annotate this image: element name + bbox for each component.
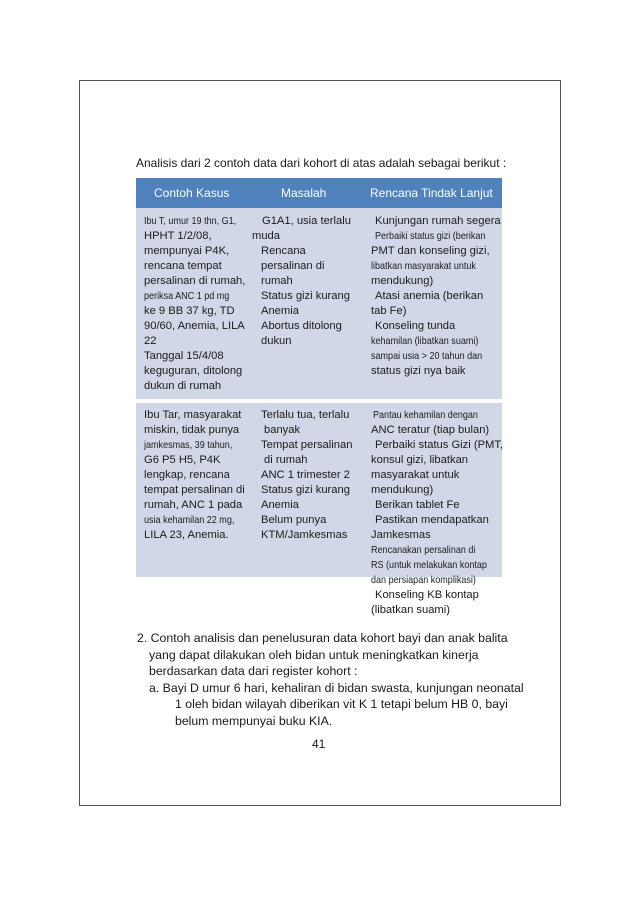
paragraph-line: berdasarkan data dari register kohort : <box>149 664 358 678</box>
row1-kasus-line: keguguran, ditolong <box>144 365 243 377</box>
row2-rencana-line: dan persiapan komplikasi) <box>371 574 476 586</box>
row1-rencana-line: Perbaiki status gizi (berikan <box>375 230 486 242</box>
row2-masalah-line: ANC 1 trimester 2 <box>261 469 350 481</box>
row1-masalah-line: G1A1, usia terlalu <box>262 215 351 227</box>
row1-kasus-cell <box>144 214 251 394</box>
row1-rencana-cell <box>371 214 503 379</box>
row1-rencana-line: sampai usia > 20 tahun dan <box>371 350 483 362</box>
row1-masalah-cell <box>252 214 351 349</box>
row1-kasus-line: rencana tempat <box>144 260 222 272</box>
paragraph-2 <box>137 630 524 729</box>
row2-rencana-line: RS (untuk melakukan kontap <box>371 559 487 571</box>
row2-masalah-line: banyak <box>264 424 301 436</box>
row1-kasus-line: HPHT 1/2/08, <box>144 230 212 242</box>
row1-kasus-line: Tanggal 15/4/08 <box>144 350 224 362</box>
row2-rencana-line: ANC teratur (tiap bulan) <box>371 424 490 436</box>
row2-kasus-line: lengkap, rencana <box>144 469 230 481</box>
row2-rencana-line: Rencanakan persalinan di <box>371 544 476 556</box>
row1-masalah-line: dukun <box>261 335 292 347</box>
row2-masalah-line: KTM/Jamkesmas <box>261 529 348 541</box>
row1-masalah-line: rumah <box>261 275 293 287</box>
row2-kasus-cell <box>144 408 249 543</box>
row2-kasus-line: Ibu Tar, masyarakat <box>144 409 242 421</box>
row1-rencana-line: Atasi anemia (berikan <box>375 290 484 302</box>
row1-kasus-line: 90/60, Anemia, LILA <box>144 320 245 332</box>
row1-masalah-line: Abortus ditolong <box>261 320 342 332</box>
row1-masalah-line: persalinan di <box>261 260 325 272</box>
row2-kasus-line: rumah, ANC 1 pada <box>144 499 243 511</box>
row1-kasus-line: mempunyai P4K, <box>144 245 230 257</box>
row1-rencana-line: libatkan masyarakat untuk <box>371 260 476 272</box>
row2-kasus-line: tempat persalinan di <box>144 484 245 496</box>
row1-rencana-line: mendukung) <box>371 275 434 287</box>
row1-rencana-line: Konseling tunda <box>375 320 456 332</box>
paragraph-line: yang dapat dilakukan oleh bidan untuk meningkatkan kinerja <box>149 647 479 662</box>
row2-rencana-line: masyarakat untuk <box>371 469 460 481</box>
header-masalah: Masalah <box>281 186 327 200</box>
row1-kasus-line: Ibu T, umur 19 thn, G1, <box>144 215 237 227</box>
row1-masalah-line: Anemia <box>261 305 299 317</box>
row1-kasus-line: periksa ANC 1 pd mg <box>144 290 230 302</box>
row2-rencana-line: Berikan tablet Fe <box>375 499 460 511</box>
paragraph-line: belum mempunyai buku KIA. <box>175 713 333 728</box>
paragraph-line: 1 oleh bidan wilayah diberikan vit K 1 tetapi belum HB 0, bayi <box>175 697 508 711</box>
row1-kasus-line: ke 9 BB 37 kg, TD <box>144 305 235 317</box>
row1-masalah-line: muda <box>252 230 280 242</box>
header-rencana: Rencana Tindak Lanjut <box>370 186 493 200</box>
header-contoh-kasus: Contoh Kasus <box>154 186 230 200</box>
row2-rencana-line: Pastikan mendapatkan <box>375 514 489 526</box>
row2-rencana-line: Perbaiki status Gizi (PMT, <box>375 439 504 451</box>
row2-kasus-line: G6 P5 H5, P4K <box>144 454 221 466</box>
row2-rencana-line: konsul gizi, libatkan <box>371 454 469 466</box>
row2-masalah-line: Anemia <box>261 499 299 511</box>
row2-rencana-cell <box>371 408 506 618</box>
row2-kasus-line: usia kehamilan 22 mg, <box>144 514 235 526</box>
row1-rencana-line: status gizi nya baik <box>371 365 466 377</box>
row2-masalah-line: Status gizi kurang <box>261 484 350 496</box>
page-number: 41 <box>312 737 326 751</box>
paragraph-line: 2. Contoh analisis dan penelusuran data kohort bayi dan anak balita <box>137 631 508 645</box>
row1-masalah-line: Rencana <box>261 245 306 257</box>
row2-rencana-line: Pantau kehamilan dengan <box>373 409 478 421</box>
row2-rencana-line: (libatkan suami) <box>371 604 450 616</box>
row2-kasus-line: LILA 23, Anemia. <box>144 529 229 541</box>
paragraph-line: a. Bayi D umur 6 hari, kehaliran di bidan swasta, kunjungan neonatal <box>149 680 524 695</box>
row2-rencana-line: Konseling KB kontap <box>375 589 479 601</box>
row2-kasus-line: miskin, tidak punya <box>144 424 240 436</box>
row1-masalah-line: Status gizi kurang <box>261 290 350 302</box>
row1-kasus-line: persalinan di rumah, <box>144 275 246 287</box>
intro-text: Analisis dari 2 contoh data dari kohort di atas adalah sebagai berikut : <box>136 156 507 170</box>
row2-masalah-line: Tempat persalinan <box>261 439 353 451</box>
row1-rencana-line: kehamilan (libatkan suami) <box>371 335 479 347</box>
row1-kasus-line: dukun di rumah <box>144 380 222 392</box>
row1-rencana-line: tab Fe) <box>371 305 407 317</box>
analysis-table <box>136 178 502 621</box>
row-divider <box>136 399 502 403</box>
row2-masalah-line: Terlalu tua, terlalu <box>261 409 350 421</box>
row2-rencana-line: Jamkesmas <box>371 529 431 541</box>
row2-rencana-line: mendukung) <box>371 484 434 496</box>
row2-masalah-cell <box>252 408 352 543</box>
row1-rencana-line: PMT dan konseling gizi, <box>371 245 490 257</box>
row1-kasus-line: 22 <box>144 335 157 347</box>
row2-masalah-line: Belum punya <box>261 514 327 526</box>
row2-masalah-line: di rumah <box>264 454 308 466</box>
row2-kasus-line: jamkesmas, 39 tahun, <box>144 439 233 451</box>
row1-rencana-line: Kunjungan rumah segera <box>375 215 501 227</box>
table-header <box>136 178 502 208</box>
